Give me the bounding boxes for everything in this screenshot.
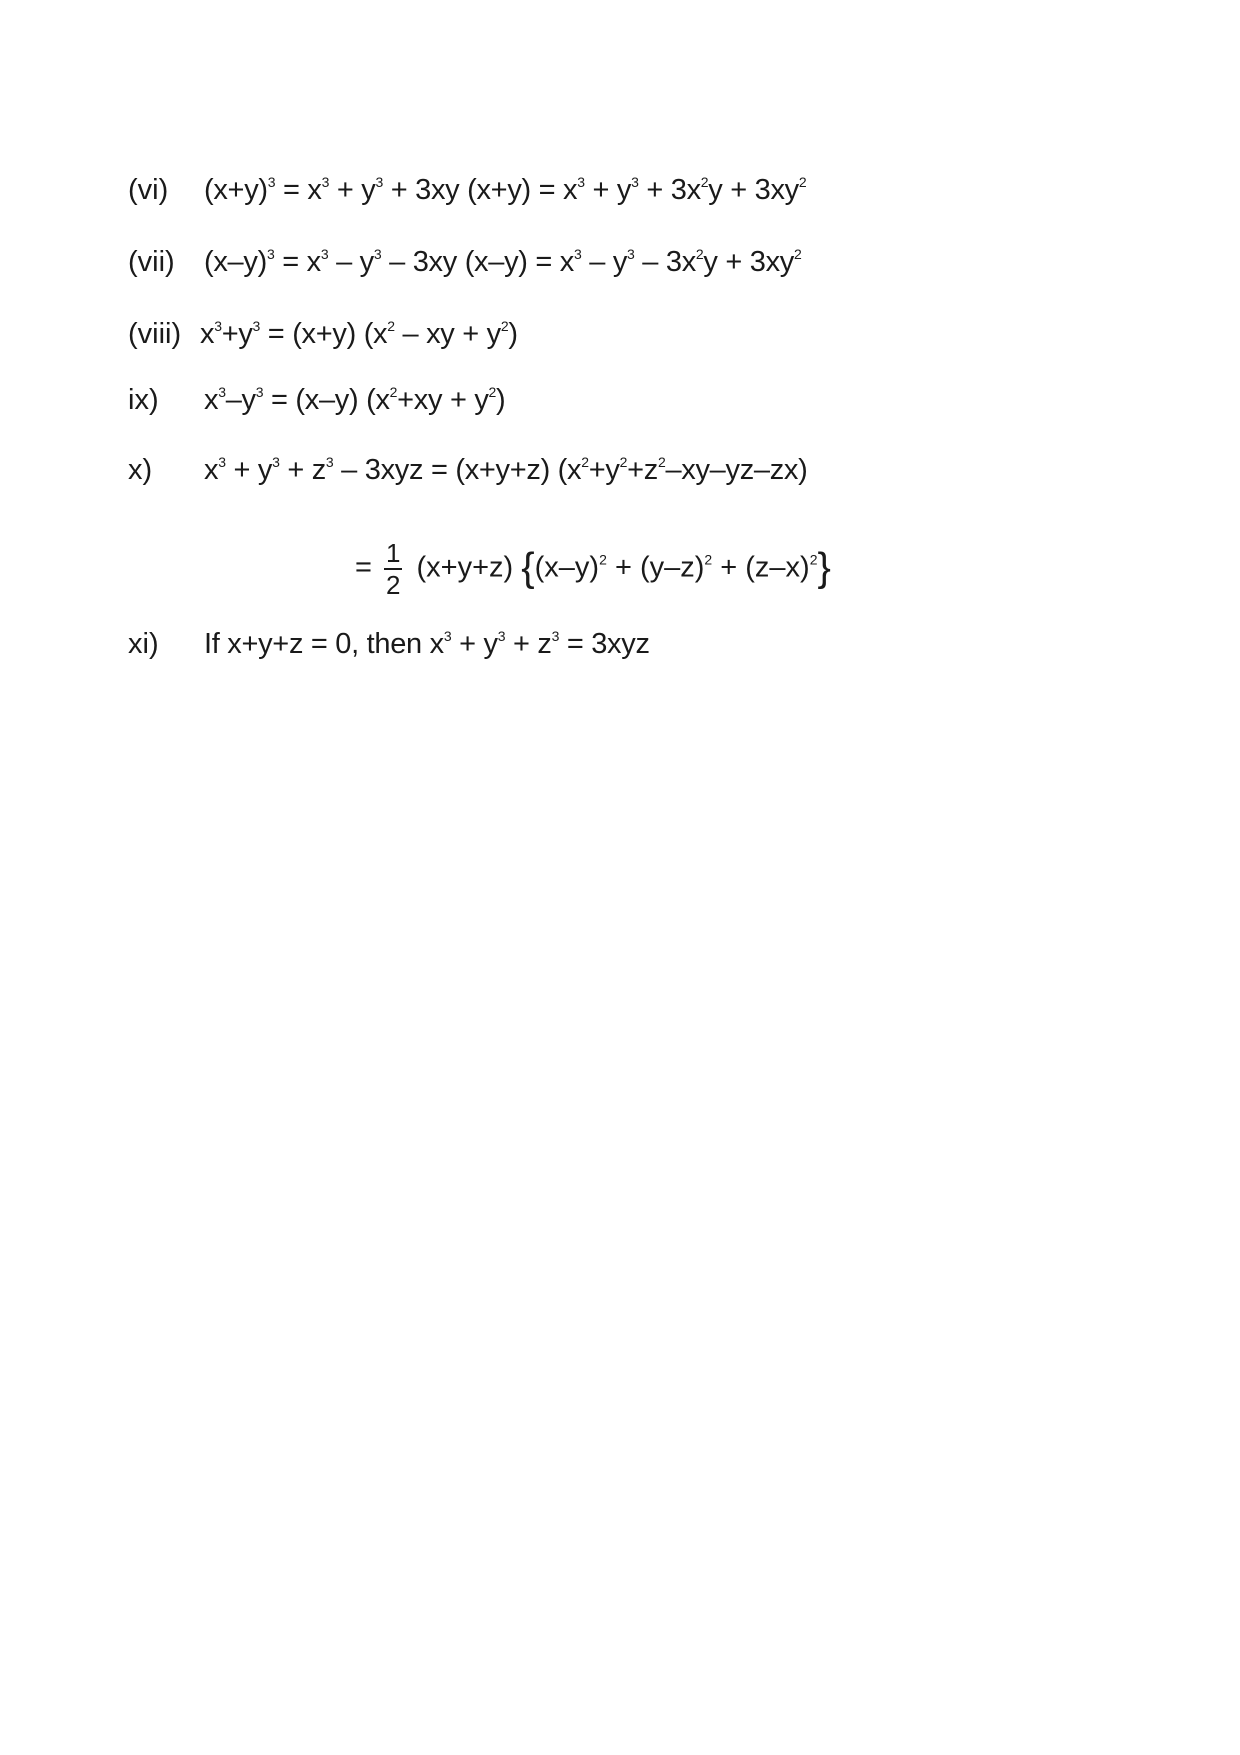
identity-expression: $x^3+y^3 = (x+y)$ ($x^2$ – xy + $y^2$) [200,318,518,350]
item-label: ix) [128,384,159,416]
item-label: xi) [128,628,159,660]
identity-expression: $x^3-y^3 = (x-y) (x^2+xy + y^2)$ [204,384,506,416]
left-brace: { [521,545,535,590]
identity-expression: $(x+y)^3 = x^3 + y^3 + 3xy$ $(x+y) = x^3 + y^3 + 3x^2y + 3xy^2$ [204,174,807,206]
item-label: (vi) [128,174,169,206]
identity-expression: If x+y+z = 0, then $x^3 + y^3 + z^3 = 3xyz$ [204,628,650,660]
right-brace: } [817,545,831,590]
fraction-one-half: $\frac{1}{2}$ [386,538,401,600]
item-label: (viii) [128,318,182,350]
item-label: (vii) [128,246,175,278]
item-label: x) [128,454,153,486]
identity-x-continuation: = $\frac{1}{2}$ (x+y+z) $\{(x-y)^2 + (y-z)^2 + (z-x)^2\}$ [355,538,831,600]
identity-expression: $(x-y)^3 = x^3 - y^3 - 3xy$ $(x-y) = x^3 - y^3 - 3x^2y + 3xy^2$ [204,246,802,278]
identity-expression: $x^3 + y^3 + z^3 - 3xyz = (x+y+z)$ $(x^2+y^2+z^2-xy-yz-zx)$ [204,454,808,486]
